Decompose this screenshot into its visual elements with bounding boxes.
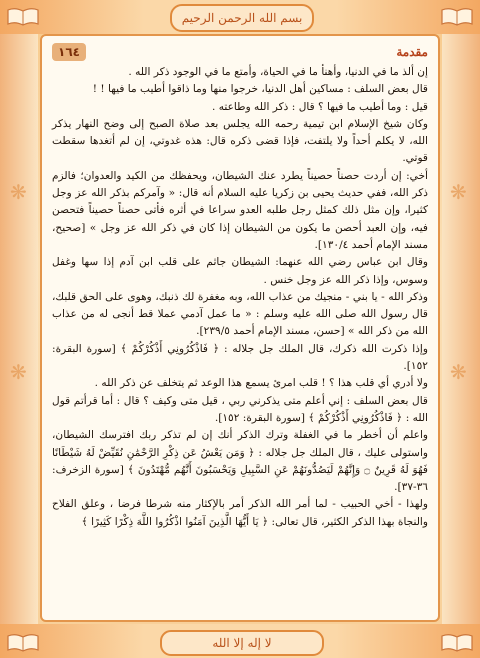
text-page: [40, 34, 440, 622]
paragraph: قال بعض السلف : مساكين أهل الدنيا، خرجوا منها وما ذاقوا أطيب ما فيها ! !: [92, 83, 428, 96]
paragraph: قال بعض السلف : إني أعلم متى يذكرني ربي ، قيل متى وكيف ؟ قال : أما قرأتم قول الله : ﴿ فَاذْكُرُونِي أَذْكُرْكُمْ ﴾ [سورة البقرة: ١٥٢].: [52, 394, 428, 424]
paragraph: إن ألذ ما في الدنيا، وأهنأ ما في الحياة، وأمتع ما في الوجود ذكر الله .: [128, 66, 428, 78]
paragraph: وإذا ذكرت الله ذكرك، قال الملك جل جلاله : ﴿ فَاذْكُرُونِي أَذْكُرْكُمْ ﴾ [سورة البقرة: ١٥٢].: [52, 342, 428, 373]
book-icon: [440, 632, 474, 652]
paragraph: وكان شيخ الإسلام ابن تيمية رحمه الله يجلس بعد صلاة الصبح إلى وضح النهار يذكر الله، لا يكلم أحداً ولا يلتفت، فإذا قضى ذكره قال: هذه غدوتي، إن لم أتغدها سقطت قوتي.: [52, 117, 428, 165]
ornament-icon: ❋: [10, 360, 27, 384]
ornament-icon: ❋: [450, 180, 467, 204]
paragraph: أخي: إن أردت حصناً حصيناً يطرد عنك الشيطان، ويحفظك من الكيد والعدوان؛ فالزم ذكر الله، ففي حديث يحيى بن زكريا عليه السلام أنه قال: « وآمركم بذكر الله عز وجل كثيرا، وإن مثل ذلك كمثل رجل طلبه العدو سراعا في أثره فأتى حصناً حصيناً فتحصن فيه، وإن العبد أحصن ما يكون من الشيطان إذا كان في ذكر الله عز وجل » [صحيح، مسند الإمام أحمد ١٣٠/٤].: [52, 169, 428, 251]
chapter-title: مقدمة: [396, 45, 428, 59]
left-decorative-band: [0, 34, 38, 624]
header-title: بسم الله الرحمن الرحيم: [170, 4, 314, 32]
book-icon: [6, 632, 40, 652]
paragraph: وذكر الله - يا بني - منجيك من عذاب الله، وبه مغفرة لك ذنبك، وهوى على الحق قلبك، قال رسول الله صلى الله عليه وسلم : « ما عمل آدمي عملا قط أنجى له من عذاب الله من ذكر الله » [حسن، مسند الإمام أحمد ٢٣٩/٥].: [52, 290, 428, 338]
ornament-icon: ❋: [450, 360, 467, 384]
book-icon: [6, 6, 40, 26]
paragraph: قيل : وما أطيب ما فيها ؟ قال : ذكر الله وطاعته .: [211, 100, 428, 113]
paragraph: ولهذا - أخي الحبيب - لما أمر الله الذكر أمر بالإكثار منه شرطا فرضا ، وعلق الفلاح والنجاة بهذا الذكر الكثير، قال تعالى: ﴿ يَا أَيُّهَا الَّذِينَ آمَنُوا اذْكُرُوا اللَّهَ ذِكْرًا كَثِيرًا ﴾: [52, 498, 428, 528]
paragraph: واعلم أن أخطر ما في الغفلة وترك الذكر أنك إن لم تذكر ربك افترسك الشيطان، واستولى عليك ، قال الملك جل جلاله : ﴿ وَمَن يَعْشُ عَن ذِكْرِ الرَّحْمَٰنِ نُقَيِّضْ لَهُ شَيْطَانًا فَهُوَ لَهُ قَرِينٌ ۝ وَإِنَّهُمْ لَيَصُدُّونَهُمْ عَنِ السَّبِيلِ وَيَحْسَبُونَ أَنَّهُم مُّهْتَدُونَ ﴾ [سورة الزخرف: ٣٦-٣٧].: [52, 429, 428, 494]
paragraph: ولا أدري أي قلب هذا ؟ ! قلب امرئ يسمع هذا الوعد ثم يتخلف عن ذكر الله .: [94, 377, 428, 390]
page-header-row: [52, 42, 428, 62]
book-icon: [440, 6, 474, 26]
footer-title: لا إله إلا الله: [160, 630, 324, 656]
right-decorative-band: [442, 34, 480, 624]
page-number: ١٦٤: [52, 43, 86, 61]
body-text: [52, 64, 428, 531]
paragraph: وقال ابن عباس رضي الله عنهما: الشيطان جاثم على قلب ابن آدم إذا سها وغفل وسوس، وإذا ذكر الله عز وجل خنس .: [52, 256, 428, 286]
ornament-icon: ❋: [10, 180, 27, 204]
